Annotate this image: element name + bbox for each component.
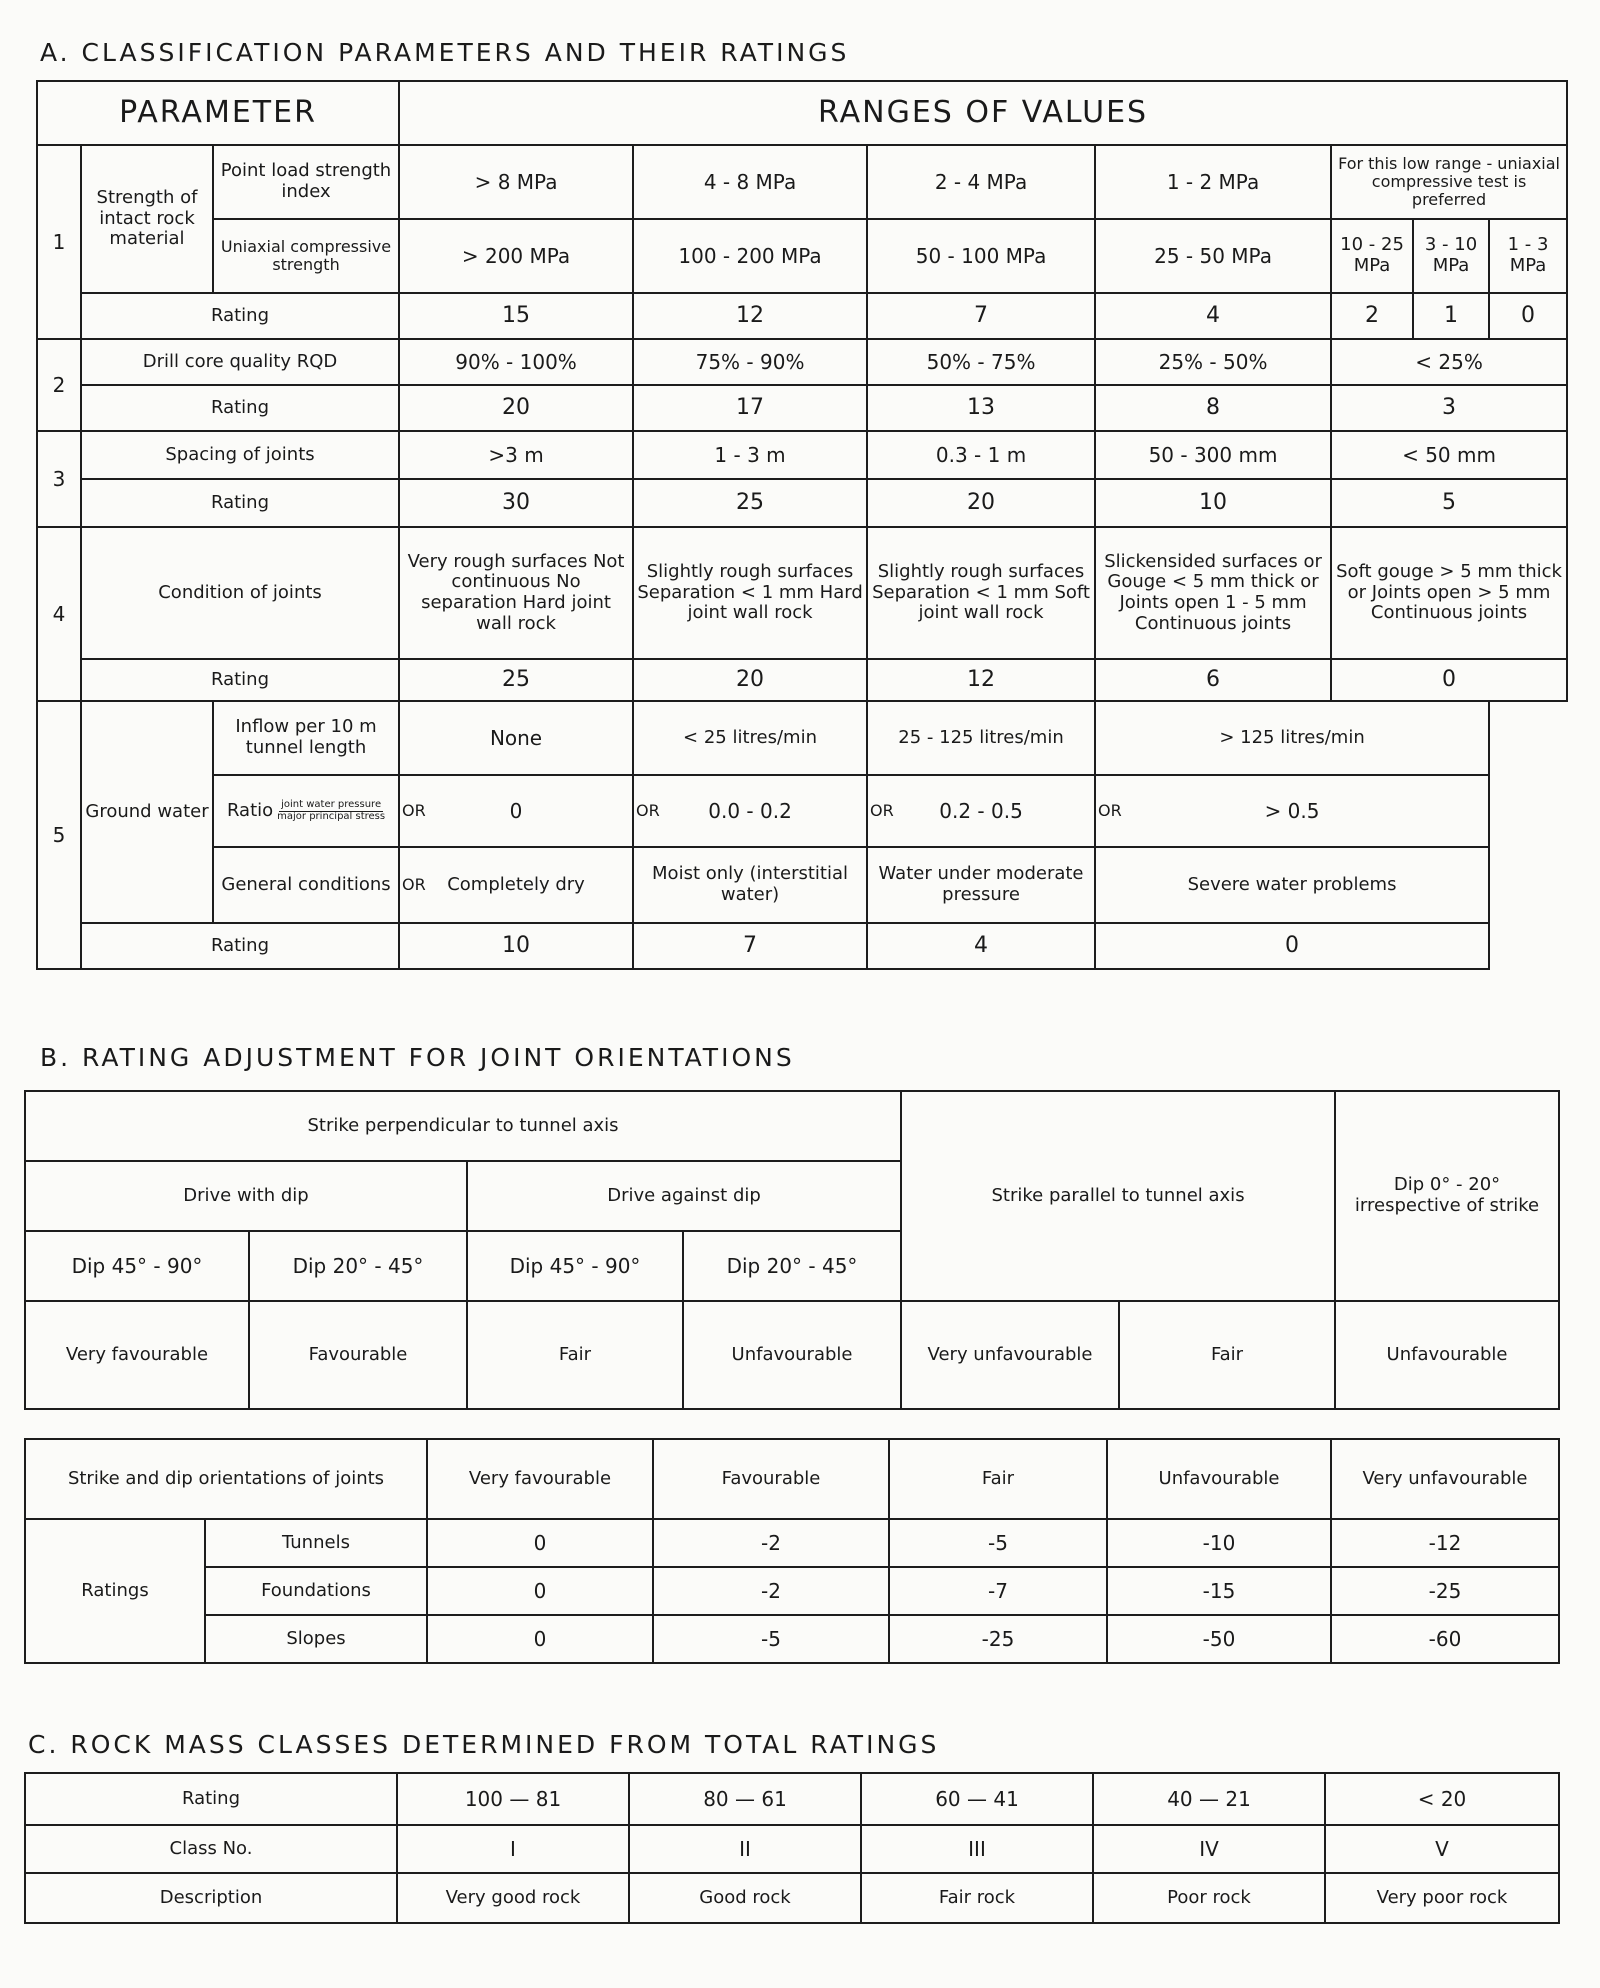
spacing-rating-5: 5 <box>1331 479 1567 527</box>
rqd-value-2: 75% - 90% <box>633 339 867 385</box>
strength-rating-5: 2 <box>1331 293 1413 339</box>
class-number-label: Class No. <box>25 1825 397 1873</box>
rqd-rating-1: 20 <box>399 385 633 431</box>
adjust-col-5: Very unfavourable <box>1331 1439 1559 1519</box>
strike-dip-header: Strike and dip orientations of joints <box>25 1439 427 1519</box>
assessment-row <box>25 1301 1559 1409</box>
slopes-value-4: -50 <box>1107 1615 1331 1663</box>
adjust-header-row <box>25 1439 1559 1519</box>
tunnels-row <box>25 1519 1559 1567</box>
or-label: OR <box>402 874 426 894</box>
class-rating-2: 80 — 61 <box>629 1773 861 1825</box>
spacing-rating-row <box>37 479 1567 527</box>
spacing-value-1: >3 m <box>399 431 633 479</box>
point-load-row <box>37 145 1567 219</box>
rating-label: Rating <box>81 385 399 431</box>
ratings-label: Ratings <box>25 1519 205 1663</box>
rqd-value-3: 50% - 75% <box>867 339 1095 385</box>
tunnels-value-2: -2 <box>653 1519 889 1567</box>
ratio-denominator: major principal stress <box>277 810 386 822</box>
uniaxial-value-7: 1 - 3 MPa <box>1489 219 1567 293</box>
class-rating-1: 100 — 81 <box>397 1773 629 1825</box>
point-load-value-2: 4 - 8 MPa <box>633 145 867 219</box>
class-number-5: V <box>1325 1825 1559 1873</box>
foundations-value-2: -2 <box>653 1567 889 1615</box>
assessment-5: Very unfavourable <box>901 1301 1119 1409</box>
joint-condition-value-2: Slightly rough surfaces Separation < 1 mm Hard joint wall rock <box>633 527 867 659</box>
class-number-3: III <box>861 1825 1093 1873</box>
inflow-row <box>37 701 1567 775</box>
assessment-6: Fair <box>1119 1301 1335 1409</box>
foundations-value-5: -25 <box>1331 1567 1559 1615</box>
ratio-value-2: OR 0.0 - 0.2 <box>633 775 867 847</box>
rqd-rating-4: 8 <box>1095 385 1331 431</box>
gw-rating-2: 7 <box>633 923 867 969</box>
dip-irrespective: Dip 0° - 20° irrespective of strike <box>1335 1091 1559 1301</box>
ratio-label: Ratio <box>226 799 274 821</box>
ratio-value-1: OR 0 <box>399 775 633 847</box>
gw-rating-3: 4 <box>867 923 1095 969</box>
strike-parallel: Strike parallel to tunnel axis <box>901 1091 1335 1301</box>
point-load-value-4: 1 - 2 MPa <box>1095 145 1331 219</box>
slopes-value-5: -60 <box>1331 1615 1559 1663</box>
param-number-3: 3 <box>37 431 81 527</box>
dip-2: Dip 20° - 45° <box>249 1231 467 1301</box>
spacing-rating-3: 20 <box>867 479 1095 527</box>
tunnels-value-3: -5 <box>889 1519 1107 1567</box>
dip-1: Dip 45° - 90° <box>25 1231 249 1301</box>
adjust-col-3: Fair <box>889 1439 1107 1519</box>
uniaxial-label: Uniaxial compressive strength <box>213 219 399 293</box>
class-description-2: Good rock <box>629 1873 861 1923</box>
foundations-value-3: -7 <box>889 1567 1107 1615</box>
slopes-value-1: 0 <box>427 1615 653 1663</box>
strength-rating-3: 7 <box>867 293 1095 339</box>
inflow-value-4: > 125 litres/min <box>1095 701 1489 775</box>
ground-water-rating-row <box>37 923 1567 969</box>
classification-table <box>36 80 1568 970</box>
joint-condition-label: Condition of joints <box>81 527 399 659</box>
joint-condition-value-1: Very rough surfaces Not continuous No separation Hard joint wall rock <box>399 527 633 659</box>
or-label: OR <box>636 801 660 821</box>
class-number-row <box>25 1825 1559 1873</box>
param-number-2: 2 <box>37 339 81 431</box>
header-row <box>37 81 1567 145</box>
joint-rating-2: 20 <box>633 659 867 701</box>
orientation-table <box>24 1090 1560 1410</box>
spacing-value-3: 0.3 - 1 m <box>867 431 1095 479</box>
joint-condition-value-3: Slightly rough surfaces Separation < 1 mm Soft joint wall rock <box>867 527 1095 659</box>
rqd-rating-row <box>37 385 1567 431</box>
param-number-5: 5 <box>37 701 81 969</box>
inflow-label: Inflow per 10 m tunnel length <box>213 701 399 775</box>
class-description-3: Fair rock <box>861 1873 1093 1923</box>
ratio-label-cell <box>213 775 399 847</box>
rqd-rating-3: 13 <box>867 385 1095 431</box>
point-load-label: Point load strength index <box>213 145 399 219</box>
foundations-label: Foundations <box>205 1567 427 1615</box>
spacing-rating-2: 25 <box>633 479 867 527</box>
assessment-1: Very favourable <box>25 1301 249 1409</box>
uniaxial-value-2: 100 - 200 MPa <box>633 219 867 293</box>
joint-condition-value-4: Slickensided surfaces or Gouge < 5 mm thick or Joints open 1 - 5 mm Continuous joints <box>1095 527 1331 659</box>
strength-rating-2: 12 <box>633 293 867 339</box>
ratio-value-4: OR > 0.5 <box>1095 775 1489 847</box>
inflow-value-1: None <box>399 701 633 775</box>
class-description-1: Very good rock <box>397 1873 629 1923</box>
rqd-rating-5: 3 <box>1331 385 1567 431</box>
drive-with-dip: Drive with dip <box>25 1161 467 1231</box>
point-load-value-3: 2 - 4 MPa <box>867 145 1095 219</box>
param-number-1: 1 <box>37 145 81 339</box>
inflow-value-3: 25 - 125 litres/min <box>867 701 1095 775</box>
or-label: OR <box>1098 801 1122 821</box>
orientation-header-row <box>25 1091 1559 1161</box>
class-rating-3: 60 — 41 <box>861 1773 1093 1825</box>
class-description-label: Description <box>25 1873 397 1923</box>
spacing-row <box>37 431 1567 479</box>
point-load-value-1: > 8 MPa <box>399 145 633 219</box>
gw-rating-4: 0 <box>1095 923 1489 969</box>
strength-rating-7: 0 <box>1489 293 1567 339</box>
spacing-value-4: 50 - 300 mm <box>1095 431 1331 479</box>
section-c-title: C. ROCK MASS CLASSES DETERMINED FROM TOTAL RATINGS <box>28 1730 940 1759</box>
strength-label: Strength of intact rock material <box>81 145 213 293</box>
uniaxial-value-5: 10 - 25 MPa <box>1331 219 1413 293</box>
tunnels-label: Tunnels <box>205 1519 427 1567</box>
joint-condition-row <box>37 527 1567 659</box>
rqd-value-4: 25% - 50% <box>1095 339 1331 385</box>
rating-label: Rating <box>81 923 399 969</box>
foundations-value-4: -15 <box>1107 1567 1331 1615</box>
joint-rating-4: 6 <box>1095 659 1331 701</box>
rock-mass-class-table <box>24 1772 1560 1924</box>
assessment-7: Unfavourable <box>1335 1301 1559 1409</box>
ranges-header: RANGES OF VALUES <box>399 81 1567 145</box>
general-value-2: Moist only (interstitial water) <box>633 847 867 923</box>
strength-rating-6: 1 <box>1413 293 1489 339</box>
spacing-rating-4: 10 <box>1095 479 1331 527</box>
class-number-1: I <box>397 1825 629 1873</box>
tunnels-value-1: 0 <box>427 1519 653 1567</box>
rqd-row <box>37 339 1567 385</box>
strength-rating-4: 4 <box>1095 293 1331 339</box>
tunnels-value-5: -12 <box>1331 1519 1559 1567</box>
joint-condition-value-5: Soft gouge > 5 mm thick or Joints open > 5 mm Continuous joints <box>1331 527 1567 659</box>
spacing-value-2: 1 - 3 m <box>633 431 867 479</box>
joint-rating-5: 0 <box>1331 659 1567 701</box>
joint-rating-3: 12 <box>867 659 1095 701</box>
slopes-row <box>25 1615 1559 1663</box>
adjust-col-2: Favourable <box>653 1439 889 1519</box>
dip-3: Dip 45° - 90° <box>467 1231 683 1301</box>
spacing-value-5: < 50 mm <box>1331 431 1567 479</box>
rqd-label: Drill core quality RQD <box>81 339 399 385</box>
uniaxial-value-3: 50 - 100 MPa <box>867 219 1095 293</box>
rating-adjustment-table <box>24 1438 1560 1664</box>
or-label: OR <box>870 801 894 821</box>
class-rating-row <box>25 1773 1559 1825</box>
class-rating-4: 40 — 21 <box>1093 1773 1325 1825</box>
general-value-1: OR Completely dry <box>399 847 633 923</box>
rqd-rating-2: 17 <box>633 385 867 431</box>
spacing-label: Spacing of joints <box>81 431 399 479</box>
rqd-value-1: 90% - 100% <box>399 339 633 385</box>
strength-rating-1: 15 <box>399 293 633 339</box>
rating-label: Rating <box>81 659 399 701</box>
rqd-value-5: < 25% <box>1331 339 1567 385</box>
class-description-4: Poor rock <box>1093 1873 1325 1923</box>
joint-rating-1: 25 <box>399 659 633 701</box>
class-rating-label: Rating <box>25 1773 397 1825</box>
joint-condition-rating-row <box>37 659 1567 701</box>
foundations-value-1: 0 <box>427 1567 653 1615</box>
ratio-row <box>37 775 1567 847</box>
spacing-rating-1: 30 <box>399 479 633 527</box>
assessment-3: Fair <box>467 1301 683 1409</box>
general-value-4: Severe water problems <box>1095 847 1489 923</box>
strength-rating-row <box>37 293 1567 339</box>
general-value-3: Water under moderate pressure <box>867 847 1095 923</box>
ground-water-label: Ground water <box>81 701 213 923</box>
rating-label: Rating <box>81 293 399 339</box>
ratio-value-3: OR 0.2 - 0.5 <box>867 775 1095 847</box>
rating-label: Rating <box>81 479 399 527</box>
class-rating-5: < 20 <box>1325 1773 1559 1825</box>
adjust-col-1: Very favourable <box>427 1439 653 1519</box>
parameter-header: PARAMETER <box>37 81 399 145</box>
class-number-4: IV <box>1093 1825 1325 1873</box>
section-b-title: B. RATING ADJUSTMENT FOR JOINT ORIENTATIONS <box>40 1043 795 1072</box>
inflow-value-2: < 25 litres/min <box>633 701 867 775</box>
low-range-note: For this low range - uniaxial compressive test is preferred <box>1331 145 1567 219</box>
strike-perpendicular: Strike perpendicular to tunnel axis <box>25 1091 901 1161</box>
slopes-label: Slopes <box>205 1615 427 1663</box>
slopes-value-3: -25 <box>889 1615 1107 1663</box>
assessment-4: Unfavourable <box>683 1301 901 1409</box>
tunnels-value-4: -10 <box>1107 1519 1331 1567</box>
ratio-numerator: joint water pressure <box>281 799 382 810</box>
general-conditions-label: General conditions <box>213 847 399 923</box>
class-description-row <box>25 1873 1559 1923</box>
uniaxial-row <box>37 219 1567 293</box>
gw-rating-1: 10 <box>399 923 633 969</box>
param-number-4: 4 <box>37 527 81 701</box>
general-conditions-row <box>37 847 1567 923</box>
section-a-title: A. CLASSIFICATION PARAMETERS AND THEIR RATINGS <box>40 38 850 67</box>
uniaxial-value-4: 25 - 50 MPa <box>1095 219 1331 293</box>
class-description-5: Very poor rock <box>1325 1873 1559 1923</box>
adjust-col-4: Unfavourable <box>1107 1439 1331 1519</box>
ratio-fraction <box>277 800 385 822</box>
assessment-2: Favourable <box>249 1301 467 1409</box>
or-label: OR <box>402 801 426 821</box>
uniaxial-value-6: 3 - 10 MPa <box>1413 219 1489 293</box>
class-number-2: II <box>629 1825 861 1873</box>
dip-4: Dip 20° - 45° <box>683 1231 901 1301</box>
drive-against-dip: Drive against dip <box>467 1161 901 1231</box>
uniaxial-value-1: > 200 MPa <box>399 219 633 293</box>
slopes-value-2: -5 <box>653 1615 889 1663</box>
foundations-row <box>25 1567 1559 1615</box>
